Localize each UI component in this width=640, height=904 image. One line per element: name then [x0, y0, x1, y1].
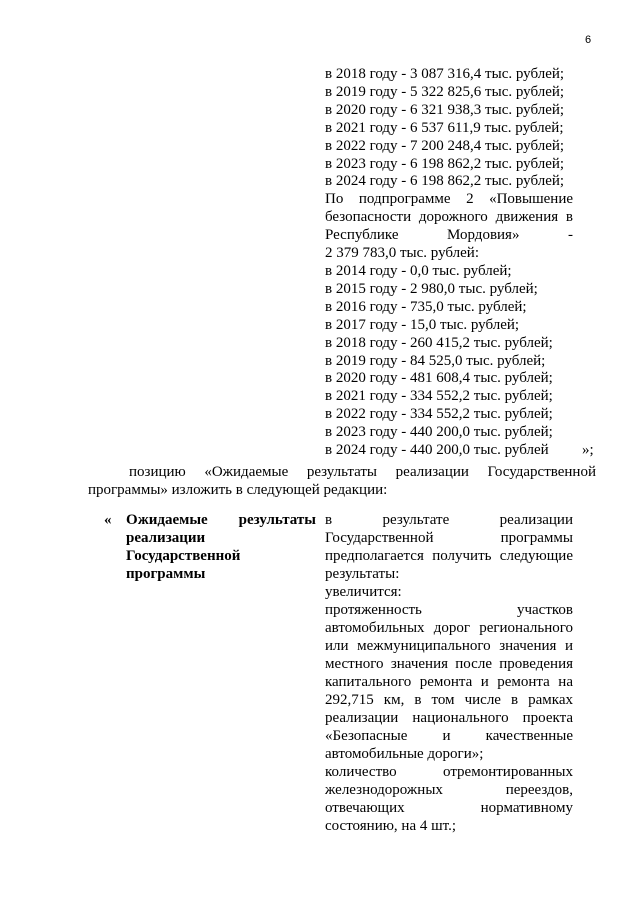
intro-paragraph	[88, 463, 596, 499]
funding-year-line: в 2023 году - 440 200,0 тыс. рублей;	[325, 424, 553, 441]
page-number: 6	[585, 34, 592, 46]
subprogram-2-total: 2 379 783,0 тыс. рублей:	[325, 245, 479, 262]
funding-year-line: в 2021 году - 334 552,2 тыс. рублей;	[325, 388, 553, 405]
results-text-line: состоянию, на 4 шт.;	[325, 818, 457, 834]
funding-year-line: в 2018 году - 3 087 316,4 тыс. рублей;	[325, 66, 565, 82]
results-text-line: железнодорожных переездов,	[325, 782, 573, 798]
results-text-line: «Безопасные и качественные	[325, 728, 573, 744]
funding-year-line: в 2014 году - 0,0 тыс. рублей;	[325, 262, 512, 279]
funding-years-list-2	[325, 263, 573, 442]
results-text-line: протяженность участков	[325, 602, 573, 618]
results-text-line: автомобильных дорог регионального	[325, 620, 573, 636]
results-text-line: результаты:	[325, 566, 400, 582]
subprogram-title-line: По подпрограмме 2 «Повышение	[325, 191, 573, 208]
funding-block	[325, 66, 594, 460]
results-text-line: в результате реализации	[325, 512, 573, 528]
subprogram-title-line: Республике Мордовия» -	[325, 227, 573, 244]
results-text-line: автомобильные дороги»;	[325, 746, 484, 762]
closing-quote-mark: »;	[582, 442, 594, 459]
funding-year-line: в 2023 году - 6 198 862,2 тыс. рублей;	[325, 155, 565, 172]
heading-line: программы	[126, 566, 206, 582]
results-text-line: отвечающих нормативному	[325, 800, 573, 816]
expected-results-text	[325, 511, 573, 835]
heading-line: Ожидаемые результаты	[126, 512, 316, 528]
results-text-line: капитального ремонта и ремонта на	[325, 674, 573, 690]
subprogram-title-line: безопасности дорожного движения в	[325, 209, 573, 226]
intro-line-1: позицию «Ожидаемые результаты реализации Государственной	[129, 464, 596, 480]
results-text-line: Государственной программы	[325, 530, 573, 546]
funding-year-line: в 2022 году - 334 552,2 тыс. рублей;	[325, 406, 553, 423]
funding-year-line: в 2019 году - 5 322 825,6 тыс. рублей;	[325, 83, 565, 100]
funding-year-line: в 2015 году - 2 980,0 тыс. рублей;	[325, 280, 538, 297]
funding-year-line: в 2022 году - 7 200 248,4 тыс. рублей;	[325, 137, 565, 154]
funding-last-line-text: в 2024 году - 440 200,0 тыс. рублей	[325, 442, 549, 459]
heading-line: реализации	[126, 530, 206, 546]
results-text-line: увеличится:	[325, 584, 402, 600]
funding-years-list-1	[325, 66, 573, 191]
funding-year-line: в 2018 году - 260 415,2 тыс. рублей;	[325, 334, 553, 351]
funding-year-line: в 2019 году - 84 525,0 тыс. рублей;	[325, 352, 546, 369]
expected-results-heading	[126, 511, 316, 583]
intro-line-2: программы» изложить в следующей редакции:	[88, 482, 388, 498]
results-text-line: или межмуниципального значения и	[325, 638, 573, 654]
funding-year-line: в 2024 году - 6 198 862,2 тыс. рублей;	[325, 173, 565, 190]
funding-year-line: в 2016 году - 735,0 тыс. рублей;	[325, 298, 527, 315]
funding-last-line	[325, 442, 594, 460]
results-text-line: реализации национального проекта	[325, 710, 573, 726]
results-text-line: количество отремонтированных	[325, 764, 573, 780]
funding-year-line: в 2017 году - 15,0 тыс. рублей;	[325, 316, 520, 333]
funding-year-line: в 2020 году - 6 321 938,3 тыс. рублей;	[325, 101, 565, 118]
funding-year-line: в 2021 году - 6 537 611,9 тыс. рублей;	[325, 119, 564, 136]
open-quote-mark: «	[104, 512, 112, 528]
subprogram-2-title	[325, 191, 573, 245]
results-text-line: 292,715 км, в том числе в рамках	[325, 692, 573, 708]
results-text-line: местного значения после проведения	[325, 656, 573, 672]
funding-year-line: в 2020 году - 481 608,4 тыс. рублей;	[325, 370, 553, 387]
results-text-line: предполагается получить следующие	[325, 548, 573, 564]
heading-line: Государственной	[126, 548, 241, 564]
